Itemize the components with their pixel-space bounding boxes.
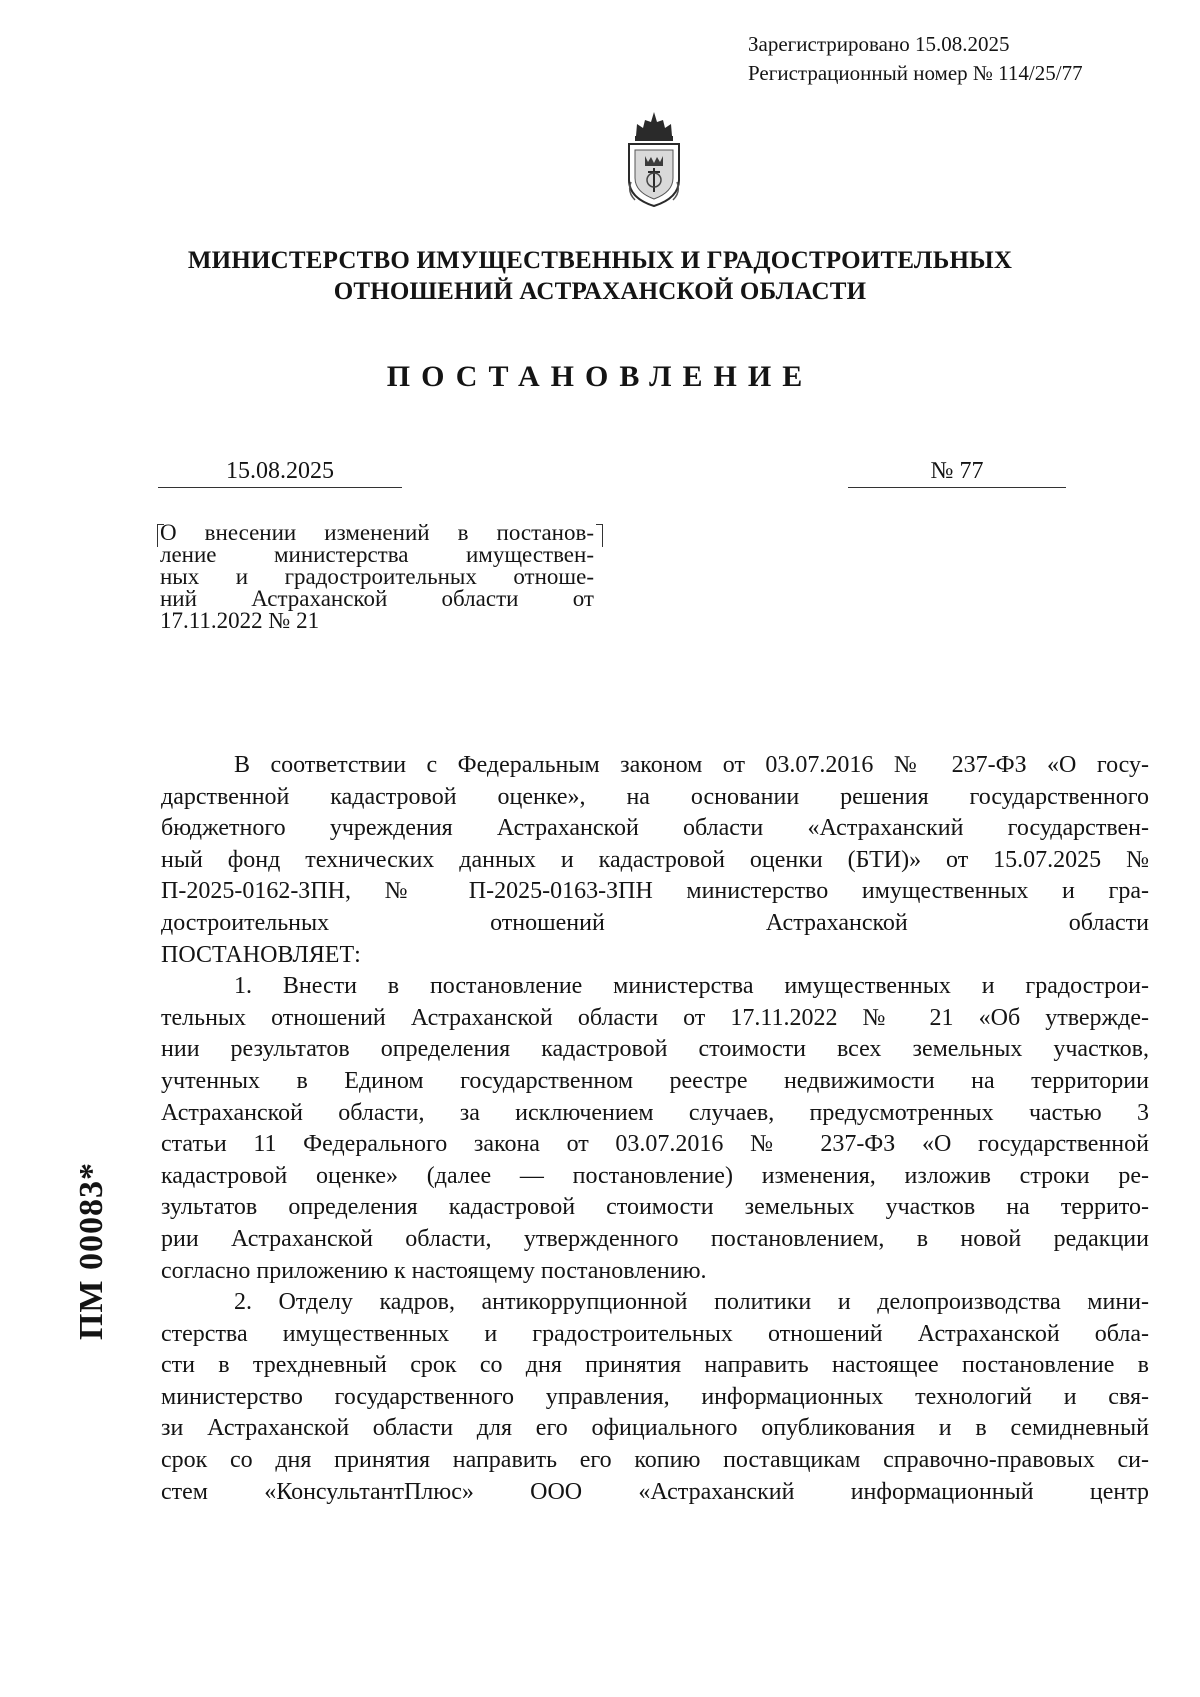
document-date: 15.08.2025 — [158, 458, 402, 488]
body-line: статьи 11 Федерального закона от 03.07.2016 № 237-ФЗ «О государственной — [161, 1131, 1149, 1158]
subject-line: ление министерства имуществен- — [160, 542, 594, 567]
document-body — [161, 750, 1149, 1508]
registration-date: Зарегистрировано 15.08.2025 — [748, 32, 1010, 56]
body-line: срок со дня принятия направить его копию поставщикам справочно-правовых си- — [161, 1447, 1149, 1474]
registration-block — [748, 30, 1083, 88]
body-line: бюджетного учреждения Астраханской области «Астраханский государствен- — [161, 815, 1149, 842]
ministry-name-line1: МИНИСТЕРСТВО ИМУЩЕСТВЕННЫХ И ГРАДОСТРОИТЕЛЬНЫХ — [187, 247, 1013, 274]
subject-line: О внесении изменений в постанов- — [160, 520, 594, 545]
body-line: тельных отношений Астраханской области от 17.11.2022 № 21 «Об утвержде- — [161, 1004, 1149, 1031]
body-line: зультатов определения кадастровой стоимости земельных участков на террито- — [161, 1194, 1149, 1221]
subject-line: ний Астраханской области от — [160, 586, 594, 611]
document-subject — [160, 522, 594, 632]
registration-number: Регистрационный номер № 114/25/77 — [748, 61, 1083, 85]
body-line: ПОСТАНОВЛЯЕТ: — [161, 941, 361, 968]
body-line: зи Астраханской области для его официального опубликования и в семидневный — [161, 1415, 1149, 1442]
ministry-name — [0, 245, 1200, 307]
ministry-name-line2: ОТНОШЕНИЙ АСТРАХАНСКОЙ ОБЛАСТИ — [333, 278, 867, 305]
subject-line: 17.11.2022 № 21 — [160, 608, 320, 633]
subject-line: ных и градостроительных отноше- — [160, 564, 594, 589]
body-line: министерство государственного управления, информационных технологий и свя- — [161, 1383, 1149, 1410]
body-line: В соответствии с Федеральным законом от 03.07.2016 № 237-ФЗ «О госу- — [234, 752, 1149, 778]
body-line: ный фонд технических данных и кадастровой оценки (БТИ)» от 15.07.2025 № — [161, 846, 1149, 873]
body-line: кадастровой оценке» (далее — постановление) изменения, изложив строки ре- — [161, 1162, 1149, 1189]
document-number: № 77 — [848, 458, 1066, 488]
body-line: 1. Внести в постановление министерства имущественных и градострои- — [234, 973, 1149, 1000]
body-line: П-2025-0162-ЗПН, № П-2025-0163-ЗПН министерство имущественных и гра- — [161, 878, 1149, 905]
body-line: стем «КонсультантПлюс» ООО «Астраханский информационный центр — [161, 1478, 1149, 1505]
body-line: стерства имущественных и градостроительных отношений Астраханской обла- — [161, 1320, 1149, 1347]
body-line: достроительных отношений Астраханской области — [161, 909, 1149, 936]
body-line: сти в трехдневный срок со дня принятия направить настоящее постановление в — [161, 1352, 1149, 1379]
astrakhan-coat-of-arms-icon — [623, 110, 685, 210]
document-type: ПОСТАНОВЛЕНИЕ — [386, 360, 814, 393]
subject-corner-right — [596, 524, 603, 547]
body-line: нии результатов определения кадастровой стоимости всех земельных участков, — [161, 1036, 1149, 1063]
body-line: 2. Отделу кадров, антикоррупционной политики и делопроизводства мини- — [234, 1289, 1149, 1316]
body-line: дарственной кадастровой оценке», на основании решения государственного — [161, 783, 1149, 810]
body-line: учтенных в Едином государственном реестре недвижимости на территории — [161, 1067, 1149, 1094]
body-line: Астраханской области, за исключением случаев, предусмотренных частью 3 — [161, 1099, 1149, 1126]
body-line: рии Астраханской области, утвержденного постановлением, в новой редакции — [161, 1225, 1149, 1252]
side-stamp-text: ПМ 00083* — [73, 1161, 110, 1341]
body-line: согласно приложению к настоящему постановлению. — [161, 1257, 707, 1284]
